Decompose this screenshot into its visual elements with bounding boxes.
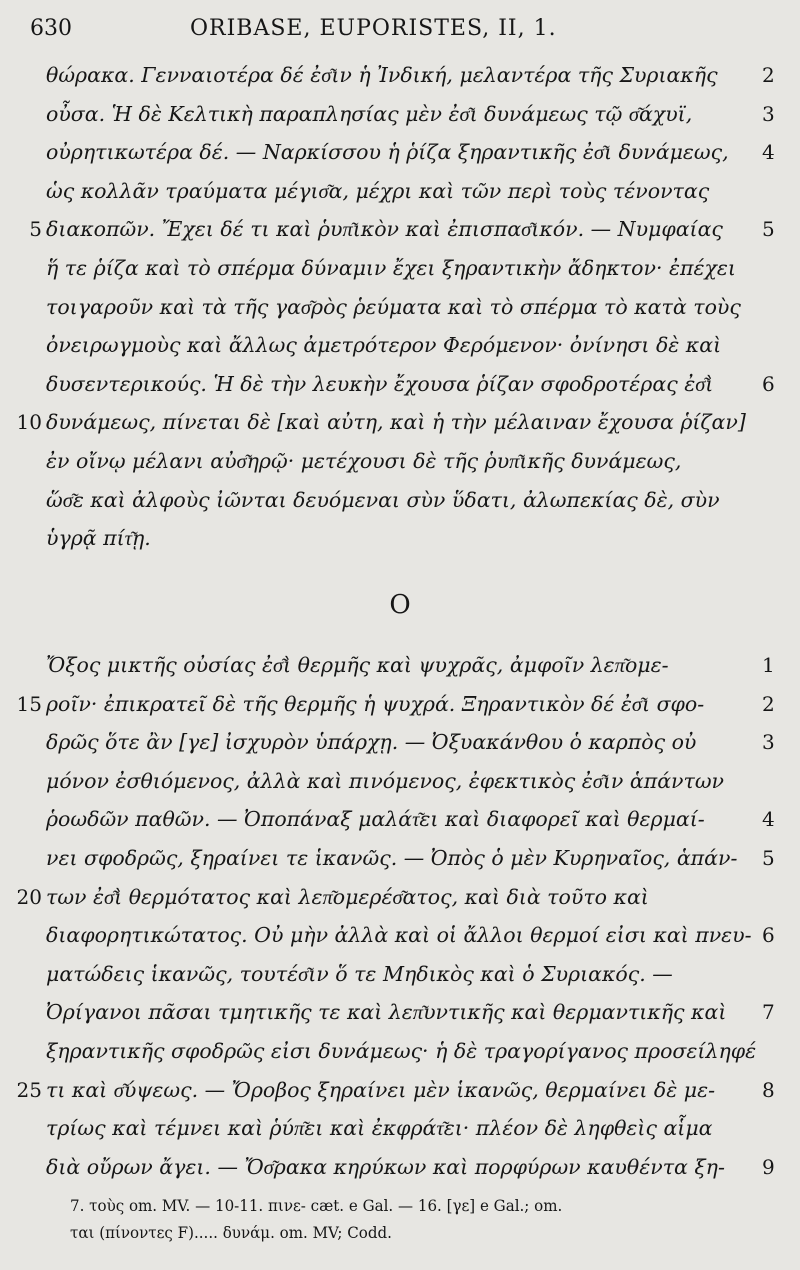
section-number	[762, 878, 792, 916]
line-number: 25	[16, 1077, 42, 1102]
line-number	[8, 916, 42, 954]
text-line: ὑγρᾷ πίτ͂ῃ.	[46, 526, 151, 551]
text-line: τρίως καὶ τέμνει καὶ ῥύπ͂ει καὶ ἐκφράτ͂ει· πλέον δὲ ληφθεὶς αἷμα	[46, 1116, 713, 1141]
line-number	[8, 955, 42, 993]
line-number	[8, 172, 42, 210]
text-line: μόνον ἐσθιόμενος, ἀλλὰ καὶ πινόμενος, ἐφεκτικὸς ἐσ͂ιν ἁπάντων	[46, 768, 725, 793]
section-number: 4	[762, 807, 775, 832]
line-number	[8, 762, 42, 800]
section-number: 4	[762, 140, 775, 165]
footnote-line: 7. τοὺς om. MV. — 10-11. πινε- cæt. e Gal. — 16. [γε] e Gal.; om.	[70, 1197, 563, 1215]
line-number	[8, 839, 42, 877]
line-number	[8, 442, 42, 480]
line-number	[8, 56, 42, 94]
section-number	[762, 326, 792, 364]
section-number: 8	[762, 1077, 775, 1102]
text-line: δρῶς ὅτε ἂν [γε] ἰσχυρὸν ὑπάρχῃ. — Ὀξυακάνθου ὁ καρπὸς οὐ	[46, 730, 697, 755]
text-line: νει σφοδρῶς, ξηραίνει τε ἱκανῶς. — Ὀπὸς ὁ μὲν Κυρηναῖος, ἁπάν-	[46, 846, 738, 870]
line-number	[8, 1109, 42, 1147]
line-number	[8, 133, 42, 171]
text-line: ἥ τε ῥίζα καὶ τὸ σπέρμα δύναμιν ἔχει ξηραντικὴν ἄδηκτον· ἐπέχει	[46, 256, 736, 280]
text-line: οὖσα. Ἡ δὲ Κελτικὴ παραπλησίας μὲν ἐσ͂ι δυνάμεως τῷ σ͂άχυϊ,	[46, 101, 693, 126]
section-number: 3	[762, 730, 775, 755]
text-line: των ἐσ͂ὶ θερμότατος καὶ λεπ͂ομερέσ͂ατος, καὶ διὰ τοῦτο καὶ	[46, 884, 649, 909]
section-number: 5	[762, 846, 775, 870]
section-number	[762, 519, 792, 557]
section-number	[762, 1032, 792, 1070]
section-number: 2	[762, 63, 775, 87]
text-line: ἐν οἴνῳ μέλανι αὐσ͂ηρῷ· μετέχουσι δὲ τῆς ῥυπ͂ικῆς δυνάμεως,	[46, 449, 682, 473]
line-number	[8, 993, 42, 1031]
section-number: 7	[762, 1000, 775, 1025]
section-number: 9	[762, 1154, 775, 1179]
text-line: Ὄξος μικτῆς οὐσίας ἐσ͂ὶ θερμῆς καὶ ψυχρᾶς, ἀμφοῖν λεπ͂ομε-	[46, 653, 669, 677]
text-line: διακοπῶν. Ἔχει δέ τι καὶ ῥυπ͂ικὸν καὶ ἐπισπασ͂ικόν. — Νυμφαίας	[46, 217, 723, 242]
section-number	[762, 172, 792, 210]
text-line: Ὀρίγανοι πᾶσαι τμητικῆς τε καὶ λεπ͂υντικῆς καὶ θερμαντικῆς καὶ	[46, 1000, 727, 1025]
line-number	[8, 288, 42, 326]
section-number	[762, 762, 792, 800]
line-number	[8, 1032, 42, 1070]
text-line: δυνάμεως, πίνεται δὲ [καὶ αὐτη, καὶ ἡ τὴν μέλαιναν ἔχουσα ῥίζαν]	[46, 410, 746, 435]
section-number	[762, 1109, 792, 1147]
line-number	[8, 481, 42, 519]
text-line: οὐρητικωτέρα δέ. — Ναρκίσσου ἡ ῥίζα ξηραντικῆς ἐσ͂ι δυνάμεως,	[46, 140, 729, 165]
text-line: ροῖν· ἐπικρατεῖ δὲ τῆς θερμῆς ἡ ψυχρά. Ξηραντικὸν δέ ἐσ͂ι σφο-	[46, 691, 705, 716]
footnote-line: ται (πίνοντες F)..... δυνάμ. om. MV; Codd.	[70, 1224, 392, 1242]
section-number	[762, 403, 792, 441]
line-number: 20	[16, 884, 42, 909]
page-number: 630	[30, 16, 72, 41]
section-number: 6	[762, 371, 775, 396]
text-line: ῥοωδῶν παθῶν. — Ὀποπάναξ μαλάτ͂ει καὶ διαφορεῖ καὶ θερμαί-	[46, 807, 705, 832]
line-number	[8, 1148, 42, 1186]
line-number	[8, 723, 42, 761]
footnotes	[70, 1193, 790, 1247]
section-number: 2	[762, 691, 775, 716]
section-number	[762, 481, 792, 519]
section-number: 5	[762, 217, 775, 242]
line-number	[8, 519, 42, 557]
line-number	[8, 326, 42, 364]
line-number	[8, 95, 42, 133]
section-number: 1	[762, 653, 775, 677]
running-head: ORIBASE, EUPORISTES, II, 1.	[190, 16, 557, 41]
line-number: 10	[16, 410, 42, 435]
line-number: 15	[16, 691, 42, 716]
section-number	[762, 955, 792, 993]
text-line: δυσεντερικούς. Ἡ δὲ τὴν λευκὴν ἔχουσα ῥίζαν σφοδροτέρας ἐσ͂ὶ	[46, 371, 714, 396]
section-number	[762, 442, 792, 480]
text-line: τοιγαροῦν καὶ τὰ τῆς γασ͂ρὸς ῥεύματα καὶ τὸ σπέρμα τὸ κατὰ τοὺς	[46, 294, 741, 319]
line-number	[8, 249, 42, 287]
text-line: ξηραντικῆς σφοδρῶς εἰσι δυνάμεως· ἡ δὲ τραγορίγανος προσείληφέ	[46, 1039, 757, 1063]
section-number	[762, 288, 792, 326]
line-number	[8, 646, 42, 684]
section-number: 6	[762, 923, 775, 948]
line-number	[8, 800, 42, 838]
line-number: 5	[29, 217, 42, 242]
text-line: διαφορητικώτατος. Οὐ μὴν ἀλλὰ καὶ οἱ ἄλλοι θερμοί εἰσι καὶ πνευ-	[46, 923, 752, 948]
section-letter: O	[389, 590, 411, 620]
text-line: θώρακα. Γενναιοτέρα δέ ἐσ͂ιν ἡ Ἰνδική, μελαντέρα τῆς Συριακῆς	[46, 63, 718, 87]
text-line: ματώδεις ἱκανῶς, τουτέσ͂ιν ὅ τε Μηδικὸς καὶ ὁ Συριακός. —	[46, 961, 673, 986]
line-number	[8, 365, 42, 403]
section-number	[762, 249, 792, 287]
text-line: ὀνειρωγμοὺς καὶ ἄλλως ἀμετρότερον Φερόμενον· ὀνίνησι δὲ καὶ	[46, 333, 722, 358]
page-header	[0, 14, 800, 44]
text-line: ὥσ͂ε καὶ ἀλφοὺς ἰῶνται δευόμεναι σὺν ὕδατι, ἀλωπεκίας δὲ, σὺν	[46, 487, 720, 512]
text-line: ὡς κολλᾶν τραύματα μέγισ͂α, μέχρι καὶ τῶν περὶ τοὺς τένοντας	[46, 178, 710, 203]
section-number: 3	[762, 101, 775, 126]
text-line: τι καὶ σ͂ύψεως. — Ὄροβος ξηραίνει μὲν ἱκανῶς, θερμαίνει δὲ με-	[46, 1077, 715, 1102]
text-line: διὰ οὔρων ἄγει. — Ὄσ͂ρακα κηρύκων καὶ πορφύρων καυθέντα ξη-	[46, 1154, 725, 1179]
